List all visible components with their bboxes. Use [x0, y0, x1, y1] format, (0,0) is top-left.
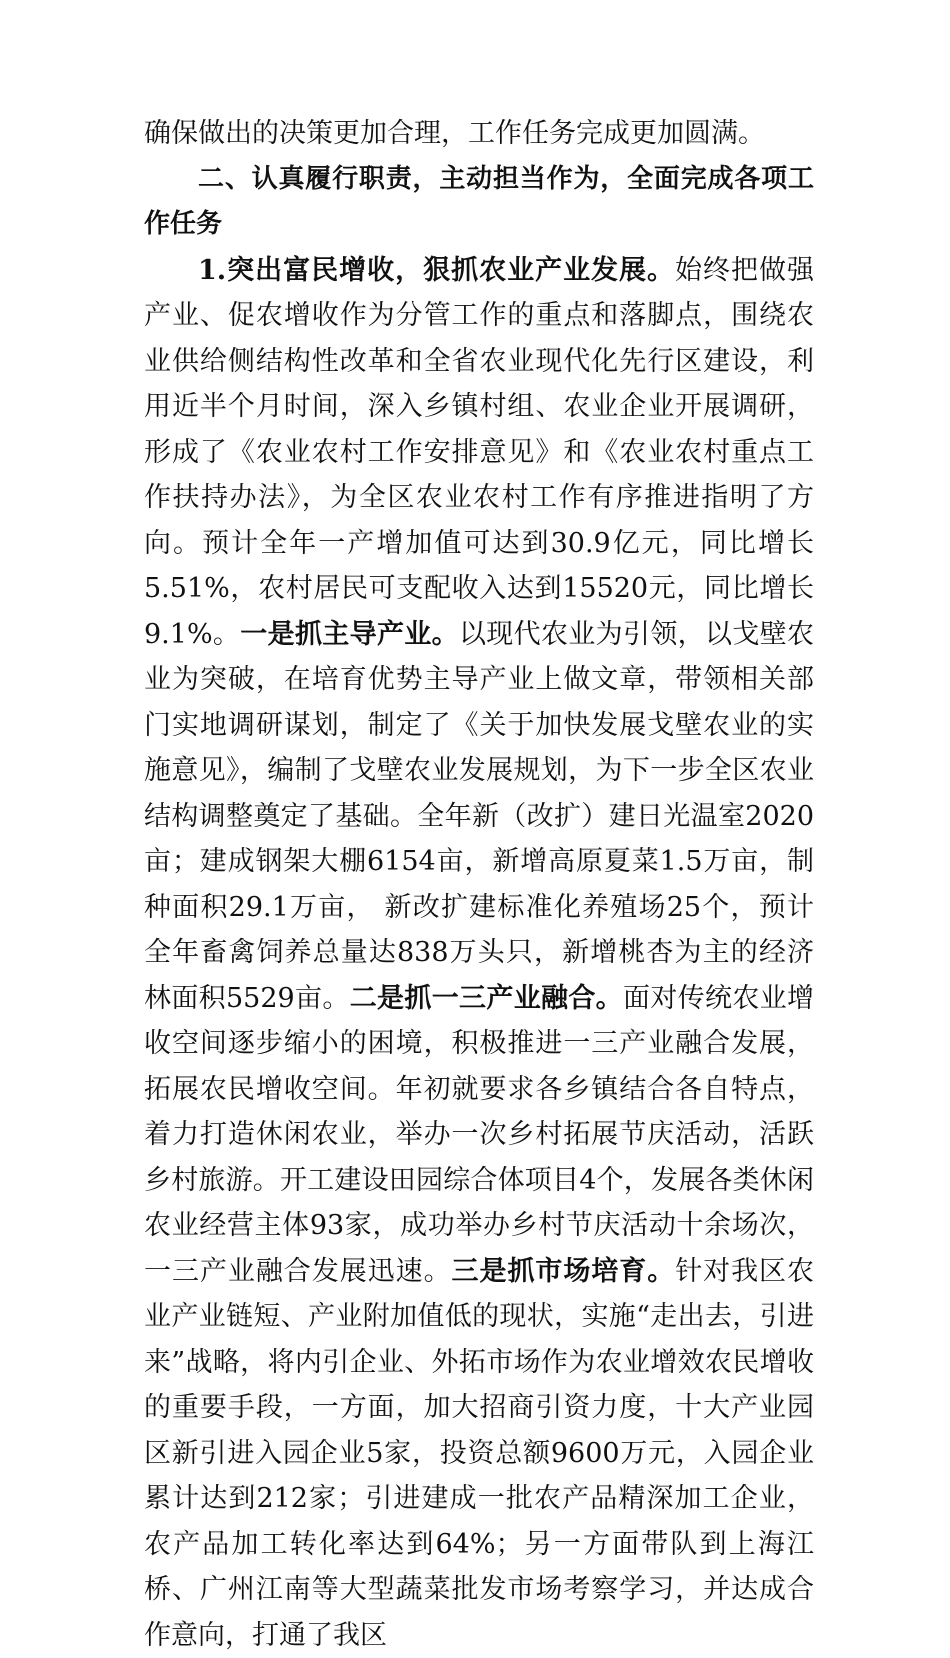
document-body — [144, 111, 814, 1658]
paragraph-text: 始终把做强产业、促农增收作为分管工作的重点和落脚点，围绕农业供给侧结构性改革和全省农业现代化先行区建设，利用近半个月时间，深入乡镇村组、农业企业开展调研，形成了《农业农村工作安排意见》和《农业农村重点工作扶持办法》，为全区农业农村工作有序推进指明了方向。预计全年一产增加值可达到30.9亿元，同比增长5.51%，农村居民可支配收入达到15520元，同比增长9.1%。 — [144, 255, 814, 650]
paragraph-text: 针对我区农业产业链短、产业附加值低的现状，实施“走出去，引进来”战略，将内引企业、外拓市场作为农业增效农民增收的重要手段，一方面，加大招商引资力度，十大产业园区新引进入园企业5家，投资总额9600万元，入园企业累计达到212家；引进建成一批农产品精深加工企业，农产品加工转化率达到64%；另一方面带队到上海江桥、广州江南等大型蔬菜批发市场考察学习，并达成合作意向，打通了我区 — [144, 1256, 814, 1651]
paragraph-lead: 1.突出富民增收，狠抓农业产业发展。 — [198, 255, 675, 286]
paragraph-text: 面对传统农业增收空间逐步缩小的困境，积极推进一三产业融合发展，拓展农民增收空间。年初就要求各乡镇结合各自特点，着力打造休闲农业，举办一次乡村拓展节庆活动，活跃乡村旅游。开工建设田园综合体项目4个，发展各类休闲农业经营主体93家，成功举办乡村节庆活动十余场次，一三产业融合发展迅速。 — [144, 983, 814, 1287]
subheading-leading-industry: 一是抓主导产业。 — [240, 619, 459, 650]
section-heading: 二、认真履行职责，主动担当作为，全面完成各项工作任务 — [144, 157, 814, 248]
subheading-market-cultivation: 三是抓市场培育。 — [452, 1256, 676, 1287]
paragraph-intro: 确保做出的决策更加合理，工作任务完成更加圆满。 — [144, 111, 814, 157]
subheading-industry-integration: 二是抓一三产业融合。 — [350, 983, 623, 1014]
paragraph-agriculture — [144, 248, 814, 1658]
paragraph-text: 以现代农业为引领，以戈壁农业为突破，在培育优势主导产业上做文章，带领相关部门实地调研谋划，制定了《关于加快发展戈壁农业的实施意见》，编制了戈壁农业发展规划，为下一步全区农业结构调整奠定了基础。全年新（改扩）建日光温室2020亩；建成钢架大棚6154亩，新增高原夏菜1.5万亩，制种面积29.1万亩， 新改扩建标准化养殖场25个，预计全年畜禽饲养总量达838万头只，新增桃杏为主的经济林面积5529亩。 — [144, 619, 814, 1014]
